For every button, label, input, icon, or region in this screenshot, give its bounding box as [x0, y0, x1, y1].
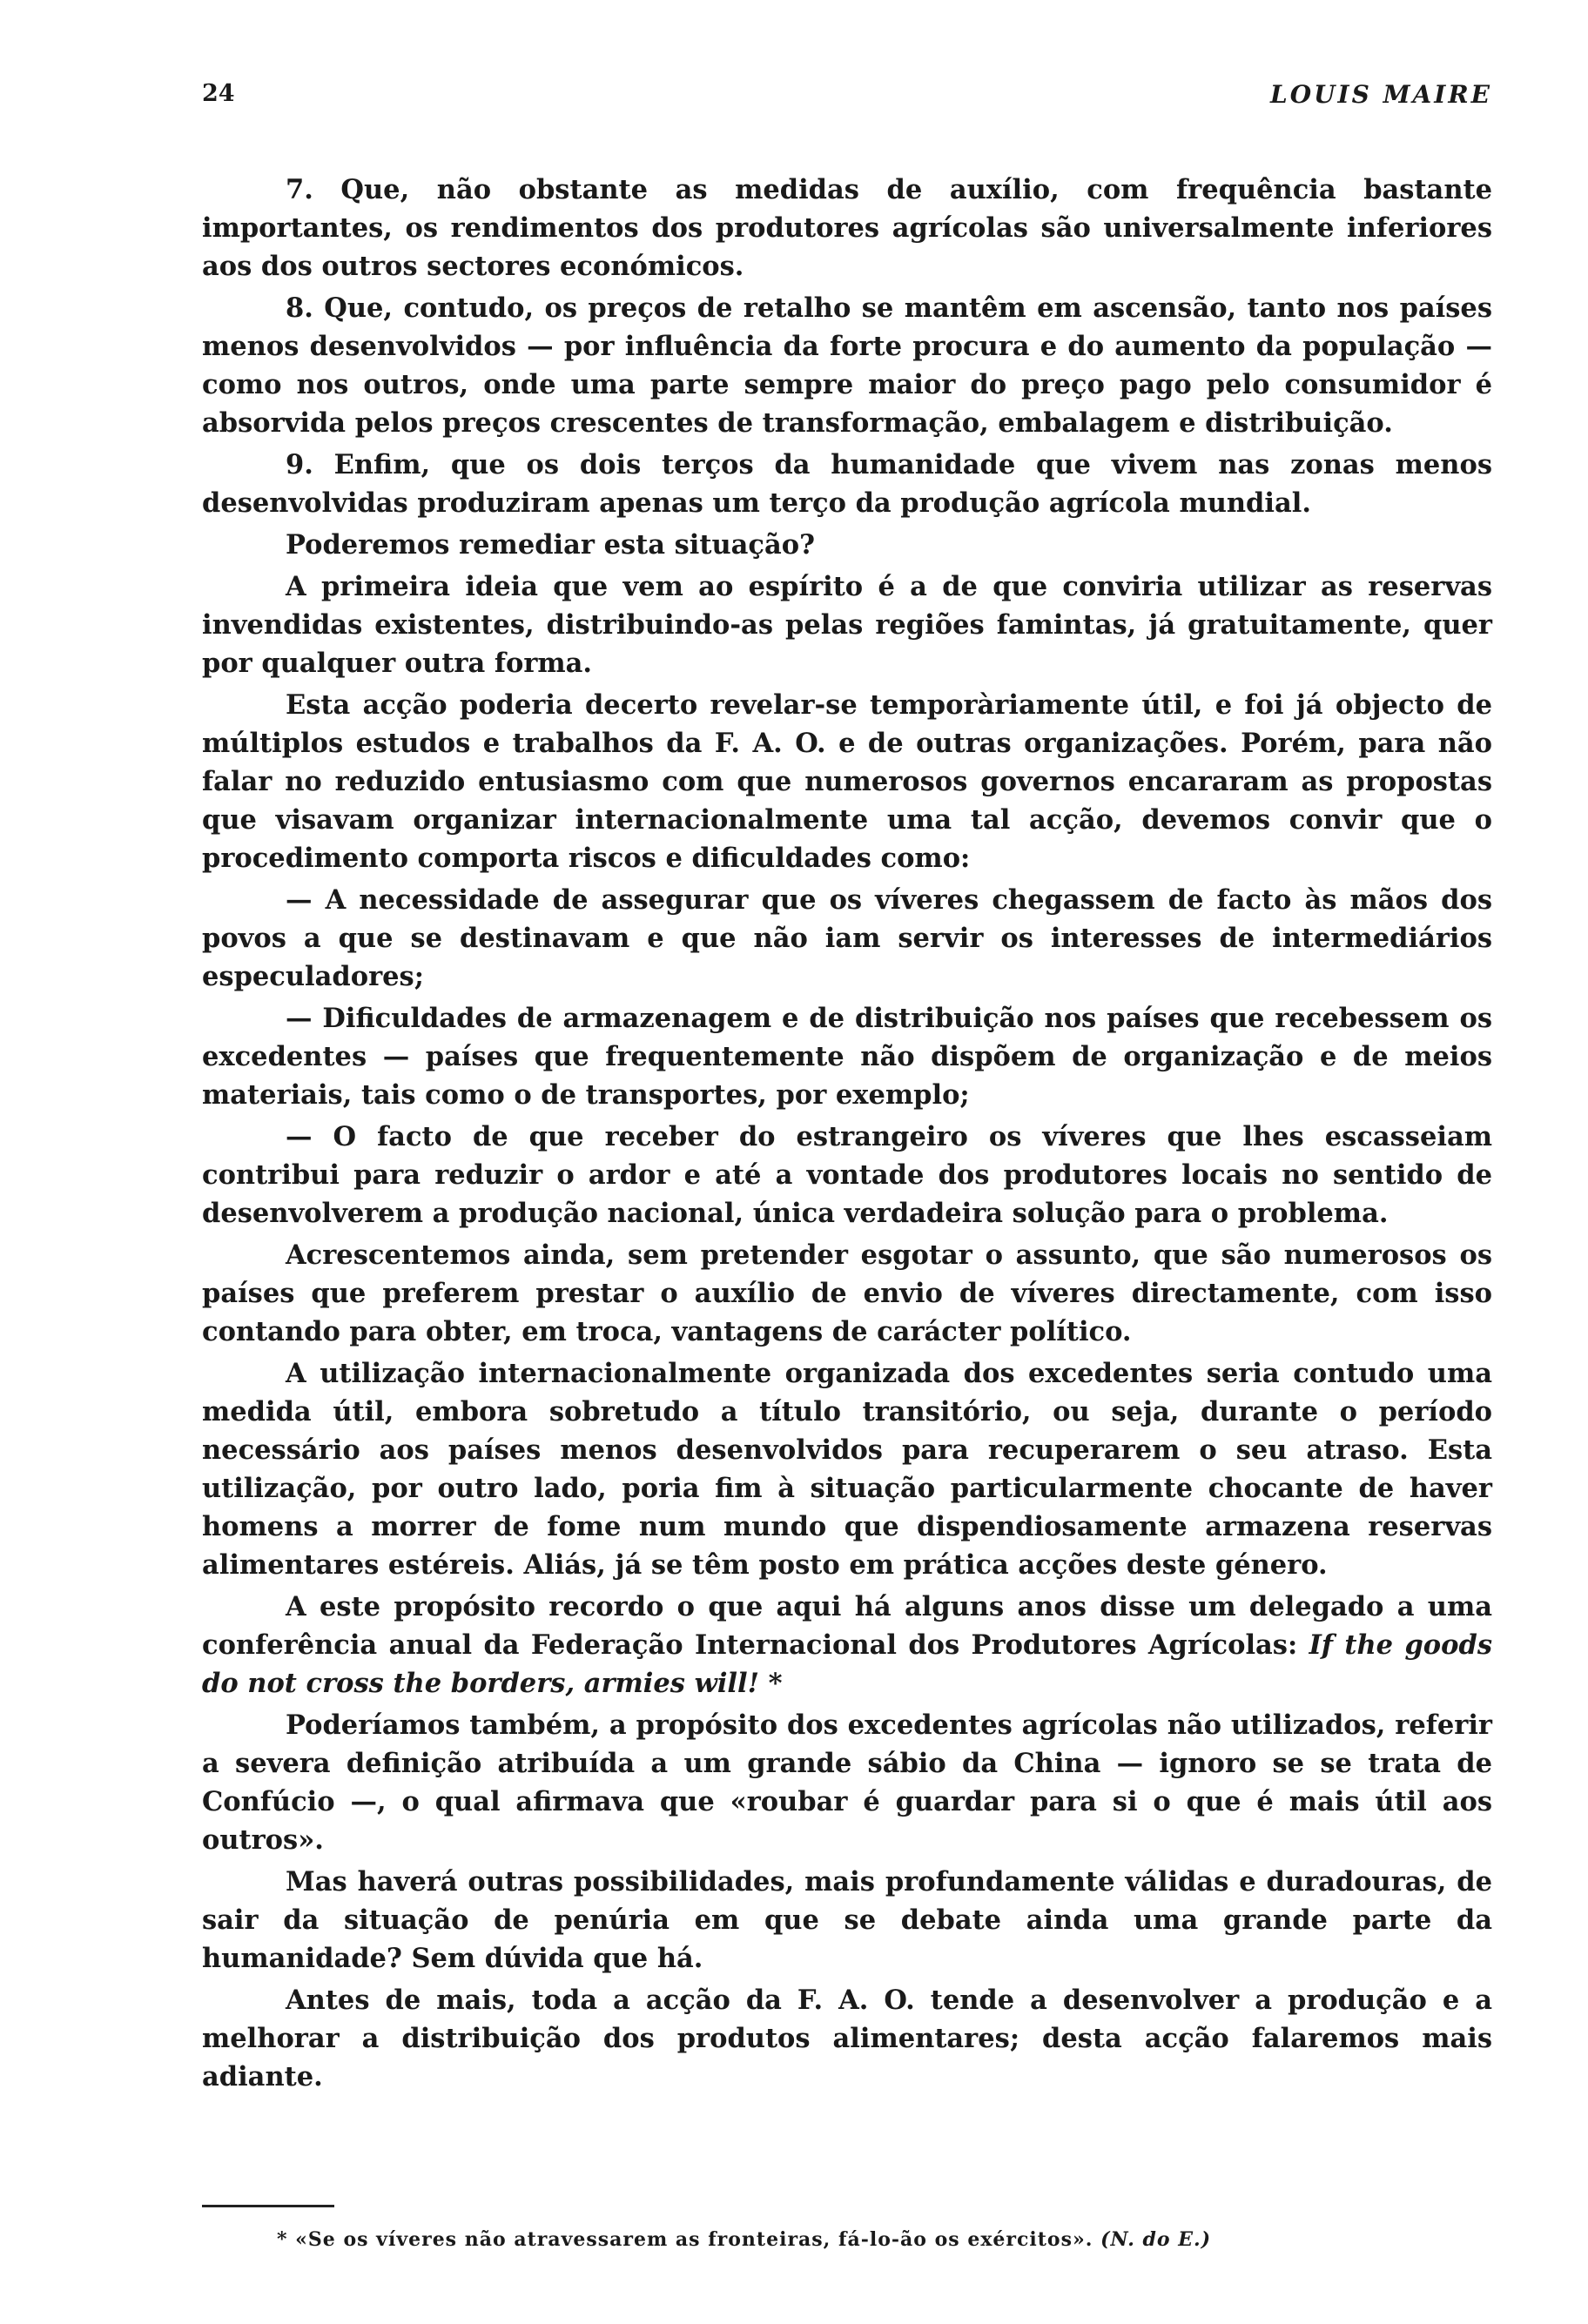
paragraph [202, 526, 1492, 564]
page-header [202, 80, 1492, 115]
dash-item [202, 1118, 1492, 1233]
paragraph [202, 1706, 1492, 1859]
paragraph-text: A utilização internacionalmente organizada dos excedentes seria contudo uma medida útil, embora sobretudo a título transitório, ou seja, durante o período necessário aos países menos desenvolvidos para recuperarem o seu atraso. Esta utilização, por outro lado, poria fim à situação particularmente chocante de haver homens a morrer de fome num mundo que dispendiosamente armazena reservas alimentares estéreis. Aliás, já se têm posto em prática acções deste género. [202, 1358, 1492, 1581]
paragraph [202, 1588, 1492, 1703]
paragraph-text: A este propósito recordo o que aqui há alguns anos disse um delegado a uma conferência anual da Federação Internacional dos Produtores Agrícolas: [202, 1591, 1492, 1661]
paragraph [202, 446, 1492, 522]
paragraph-text: Mas haverá outras possibilidades, mais profundamente válidas e duradouras, de sair da situação de penúria em que se debate ainda uma grande parte da humanidade? Sem dúvida que há. [202, 1866, 1492, 1974]
paragraph [202, 568, 1492, 682]
paragraph-text: 8. Que, contudo, os preços de retalho se mantêm em ascensão, tanto nos países menos desenvolvidos — por influência da forte procura e do aumento da população — como nos outros, onde uma parte sempre maior do preço pago pelo consumidor é absorvida pelos preços crescentes de transformação, embalagem e distribuição. [202, 292, 1492, 439]
paragraph [202, 1236, 1492, 1351]
paragraph-text: 7. Que, não obstante as medidas de auxílio, com frequência bastante importantes, os rendimentos dos produtores agrícolas são universalmente inferiores aos dos outros sectores económicos. [202, 174, 1492, 282]
paragraph-text: — Dificuldades de armazenagem e de distribuição nos países que recebessem os excedentes — países que frequentemente não dispõem de organização e de meios materiais, tais como o de transportes, por exemplo; [202, 1003, 1492, 1111]
footnote [277, 2227, 1492, 2253]
paragraph-text: — A necessidade de assegurar que os víveres chegassem de facto às mãos dos povos a que se destinavam e que não iam servir os interesses de intermediários especuladores; [202, 884, 1492, 992]
paragraph [202, 171, 1492, 285]
paragraph-text: Acrescentemos ainda, sem pretender esgotar o assunto, que são numerosos os países que preferem prestar o auxílio de envio de víveres directamente, com isso contando para obter, em troca, vantagens de carácter político. [202, 1239, 1492, 1347]
running-head: LOUIS MAIRE [1270, 80, 1492, 109]
paragraph [202, 1981, 1492, 2096]
dash-item [202, 881, 1492, 996]
editor-note: (N. do E.) [1100, 2228, 1212, 2251]
paragraph-text: Antes de mais, toda a acção da F. A. O. tende a desenvolver a produção e a melhorar a distribuição dos produtos alimentares; desta acção falaremos mais adiante. [202, 1985, 1492, 2092]
paragraph-text: Poderíamos também, a propósito dos excedentes agrícolas não utilizados, referir a severa definição atribuída a um grande sábio da China — ignoro se se trata de Confúcio —, o qual afirmava que «roubar é guardar para si o que é mais útil aos outros». [202, 1709, 1492, 1856]
dash-item [202, 999, 1492, 1114]
paragraph [202, 1863, 1492, 1978]
paragraph [202, 1354, 1492, 1584]
paragraph [202, 686, 1492, 877]
body-text [202, 171, 1492, 2099]
footnote-divider [202, 2205, 334, 2207]
footnote-marker: * [758, 1668, 783, 1699]
page-number: 24 [202, 80, 235, 107]
paragraph-text: Esta acção poderia decerto revelar-se temporàriamente útil, e foi já objecto de múltiplos estudos e trabalhos da F. A. O. e de outras organizações. Porém, para não falar no reduzido entusiasmo com que numerosos governos encararam as propostas que visavam organizar internacionalmente uma tal acção, devemos convir que o procedimento comporta riscos e dificuldades como: [202, 689, 1492, 874]
footnote-text: * «Se os víveres não atravessarem as fronteiras, fá-lo-ão os exércitos». [277, 2228, 1093, 2251]
english-quote: If the goods do not cross the borders, armies will! [202, 1629, 1492, 1699]
paragraph-text: Poderemos remediar esta situação? [286, 529, 815, 561]
paragraph-text: — O facto de que receber do estrangeiro os víveres que lhes escasseiam contribui para reduzir o ardor e até a vontade dos produtores locais no sentido de desenvolverem a produção nacional, única verdadeira solução para o problema. [202, 1121, 1492, 1229]
paragraph-text: 9. Enfim, que os dois terços da humanidade que vivem nas zonas menos desenvolvidas produziram apenas um terço da produção agrícola mundial. [202, 449, 1492, 519]
paragraph-text: A primeira ideia que vem ao espírito é a de que conviria utilizar as reservas invendidas existentes, distribuindo-as pelas regiões famintas, já gratuitamente, quer por qualquer outra forma. [202, 571, 1492, 679]
paragraph [202, 289, 1492, 442]
